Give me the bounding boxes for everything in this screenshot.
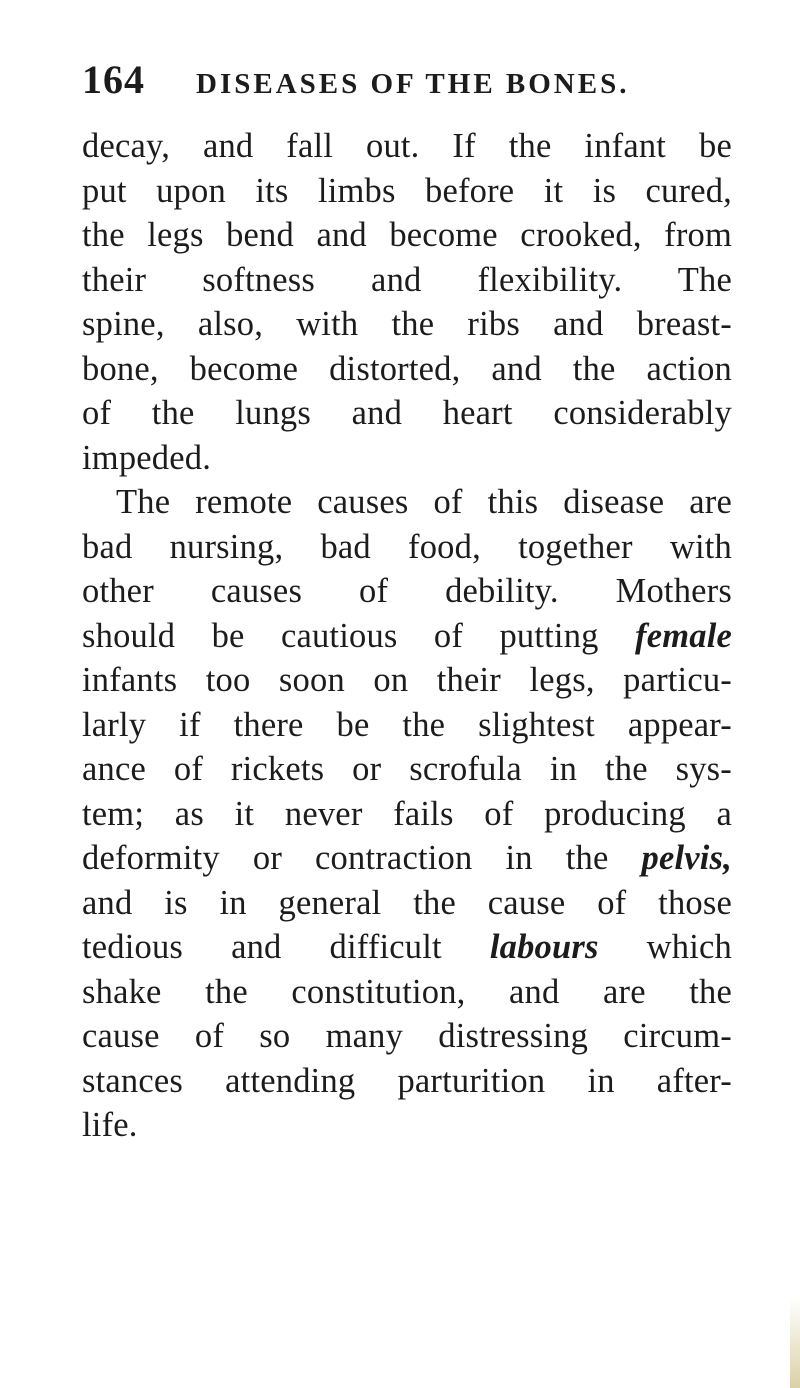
text-line: decay, and fall out. If the infant be [82, 127, 732, 165]
line-segment: should be cautious of putting [82, 616, 599, 655]
text-line: put upon its limbs before it is cured, [82, 171, 732, 210]
line-segment: which [646, 928, 732, 966]
text-line: infants too soon on their legs, particu- [82, 661, 732, 699]
running-head [82, 56, 732, 106]
line-segment: deformity or contraction in the [82, 839, 609, 877]
text-line: cause of so many distressing circum- [82, 1017, 732, 1055]
emphasized-word: pelvis, [641, 839, 732, 877]
text-line: bone, become distorted, and the action [82, 349, 732, 388]
text-line: spine, also, with the ribs and breast- [82, 305, 732, 343]
emphasized-word: female [635, 616, 733, 655]
text-line: larly if there be the slightest appear- [82, 705, 732, 744]
text-line: bad nursing, bad food, together with [82, 527, 732, 566]
text-line: the legs bend and become crooked, from [82, 216, 732, 254]
page-edge-stain [790, 1298, 800, 1388]
text-line [82, 836, 732, 881]
text-line [82, 925, 732, 970]
text-line: life. [82, 1106, 138, 1144]
text-line [82, 614, 732, 659]
page-number: 164 [82, 57, 145, 102]
text-line: shake the constitution, and are the [82, 972, 732, 1011]
text-line: and is in general the cause of those [82, 883, 732, 922]
text-line: their softness and flexibility. The [82, 260, 732, 299]
body-text [82, 124, 732, 1148]
text-line: impeded. [82, 438, 212, 477]
line-segment: tedious and difficult [82, 928, 442, 966]
paragraph-start-line: The remote causes of this disease are [116, 483, 732, 521]
emphasized-word: labours [489, 928, 599, 966]
text-line: other causes of debility. Mothers [82, 572, 732, 610]
text-line: stances attending parturition in after- [82, 1061, 732, 1100]
text-line: tem; as it never fails of producing a [82, 794, 732, 833]
text-line: of the lungs and heart considerably [82, 394, 732, 432]
running-head-title: DISEASES OF THE BONES. [196, 68, 630, 100]
text-line: ance of rickets or scrofula in the sys- [82, 750, 732, 788]
